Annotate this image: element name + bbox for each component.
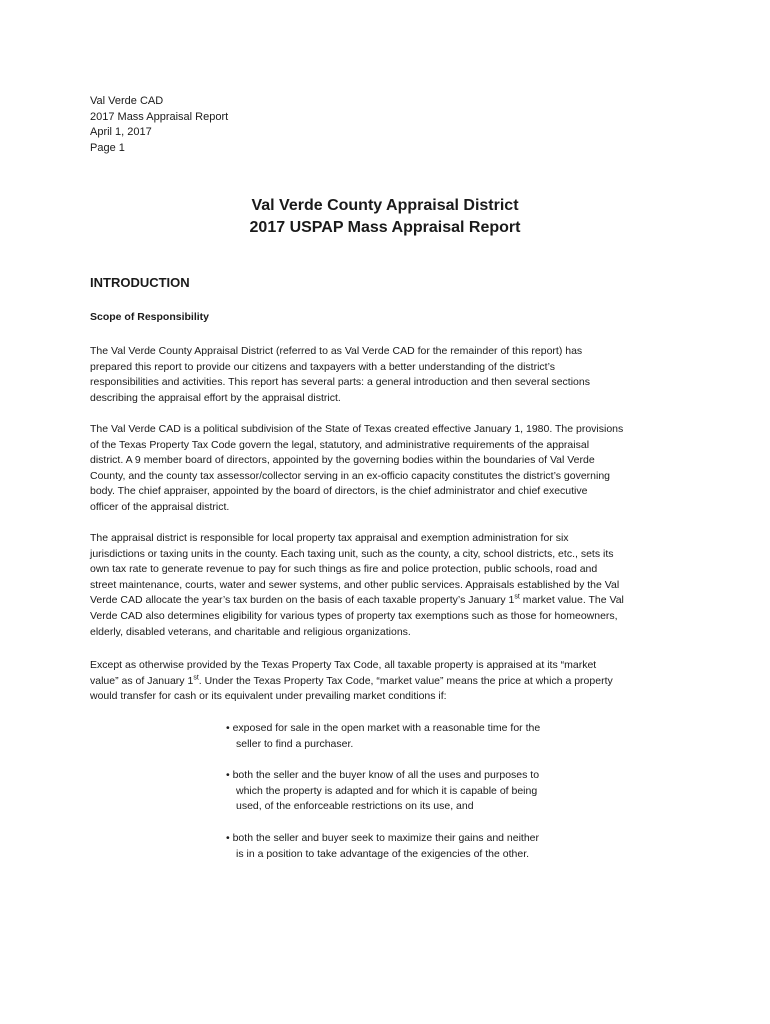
paragraph-1 [90,344,690,406]
header-line: 2017 Mass Appraisal Report [90,110,229,123]
bullet-line: • both the seller and the buyer know of all the uses and purposes to [226,769,540,781]
paragraph-line: of the Texas Property Tax Code govern the legal, statutory, and administrative requirements of the appraisal [90,438,590,451]
section-heading: INTRODUCTION [90,275,190,290]
header-line: Val Verde CAD [90,95,164,107]
bullet-line: • exposed for sale in the open market with a reasonable time for the [226,722,541,734]
paragraph-line: jurisdictions or taxing units in the county. Each taxing unit, such as the county, a city, school districts, etc., sets its [90,547,614,560]
line-text: . Under the Texas Property Tax Code, “market value” means the price at which a property [198,674,613,687]
bullet-line: is in a position to take advantage of the exigencies of the other. [236,847,530,860]
paragraph-line: The appraisal district is responsible for local property tax appraisal and exemption administration for six [90,532,569,544]
ordinal-suffix: st [193,674,199,682]
bullet-line: which the property is adapted and for which it is capable of being [236,784,538,797]
paragraph-line: Except as otherwise provided by the Texas Property Tax Code, all taxable property is appraised at its “market [90,659,597,671]
bullet-line: used, of the enforceable restrictions on its use, and [236,800,474,813]
header-page-number: Page 1 [90,141,125,154]
paragraph-line: The Val Verde CAD is a political subdivision of the State of Texas created effective January 1, 1980. The provisions [90,423,624,435]
paragraph-line: body. The chief appraiser, appointed by the board of directors, is the chief administrator and chief executive [90,485,588,498]
header-line: April 1, 2017 [90,126,152,138]
paragraph-2 [90,422,690,516]
paragraph-line: The Val Verde County Appraisal District (referred to as Val Verde CAD for the remainder of this report) has [90,345,583,357]
subsection-heading: Scope of Responsibility [90,311,210,323]
paragraph-line: own tax rate to generate revenue to pay for such things as fire and police protection, public schools, road and [90,563,598,576]
paragraph-3 [90,531,690,640]
bullet-item [226,768,606,815]
document-header [90,94,228,156]
bullet-item [226,721,606,752]
paragraph-line: Verde CAD also determines eligibility for various types of property tax exemptions such as those for homeowners, [90,609,618,622]
paragraph-line: prepared this report to provide our citizens and taxpayers with a better understanding of the district’s [90,360,555,373]
paragraph-line: street maintenance, courts, water and sewer systems, and other public services. Appraisals established by the Val [90,578,620,591]
paragraph-line [90,593,690,609]
line-text: Verde CAD allocate the year’s tax burden on the basis of each taxable property’s January 1 [90,594,515,607]
paragraph-line: describing the appraisal effort by the appraisal district. [90,391,341,404]
title-line: Val Verde County Appraisal District [251,197,519,214]
paragraph-line [90,674,690,690]
line-text: market value. The Val [519,594,624,607]
ordinal-suffix: st [514,593,520,601]
paragraph-line: district. A 9 member board of directors, appointed by the governing bodies within the boundaries of Val Verde [90,454,595,467]
bullet-item [226,831,606,862]
bullet-line: seller to find a purchaser. [236,737,354,750]
line-text: value” as of January 1 [90,674,194,687]
bullet-line: • both the seller and buyer seek to maximize their gains and neither [226,832,540,844]
title-line: 2017 USPAP Mass Appraisal Report [249,219,521,236]
paragraph-line: would transfer for cash or its equivalent under prevailing market conditions if: [90,690,447,703]
paragraph-4 [90,658,690,705]
paragraph-line: responsibilities and activities. This report has several parts: a general introduction and then several sections [90,376,590,389]
paragraph-line: County, and the county tax assessor/collector serving in an ex-officio capacity constitutes the district’s governing [90,469,611,482]
paragraph-line: officer of the appraisal district. [90,500,230,513]
paragraph-line: elderly, disabled veterans, and charitable and religious organizations. [90,625,411,638]
document-title [0,195,770,239]
